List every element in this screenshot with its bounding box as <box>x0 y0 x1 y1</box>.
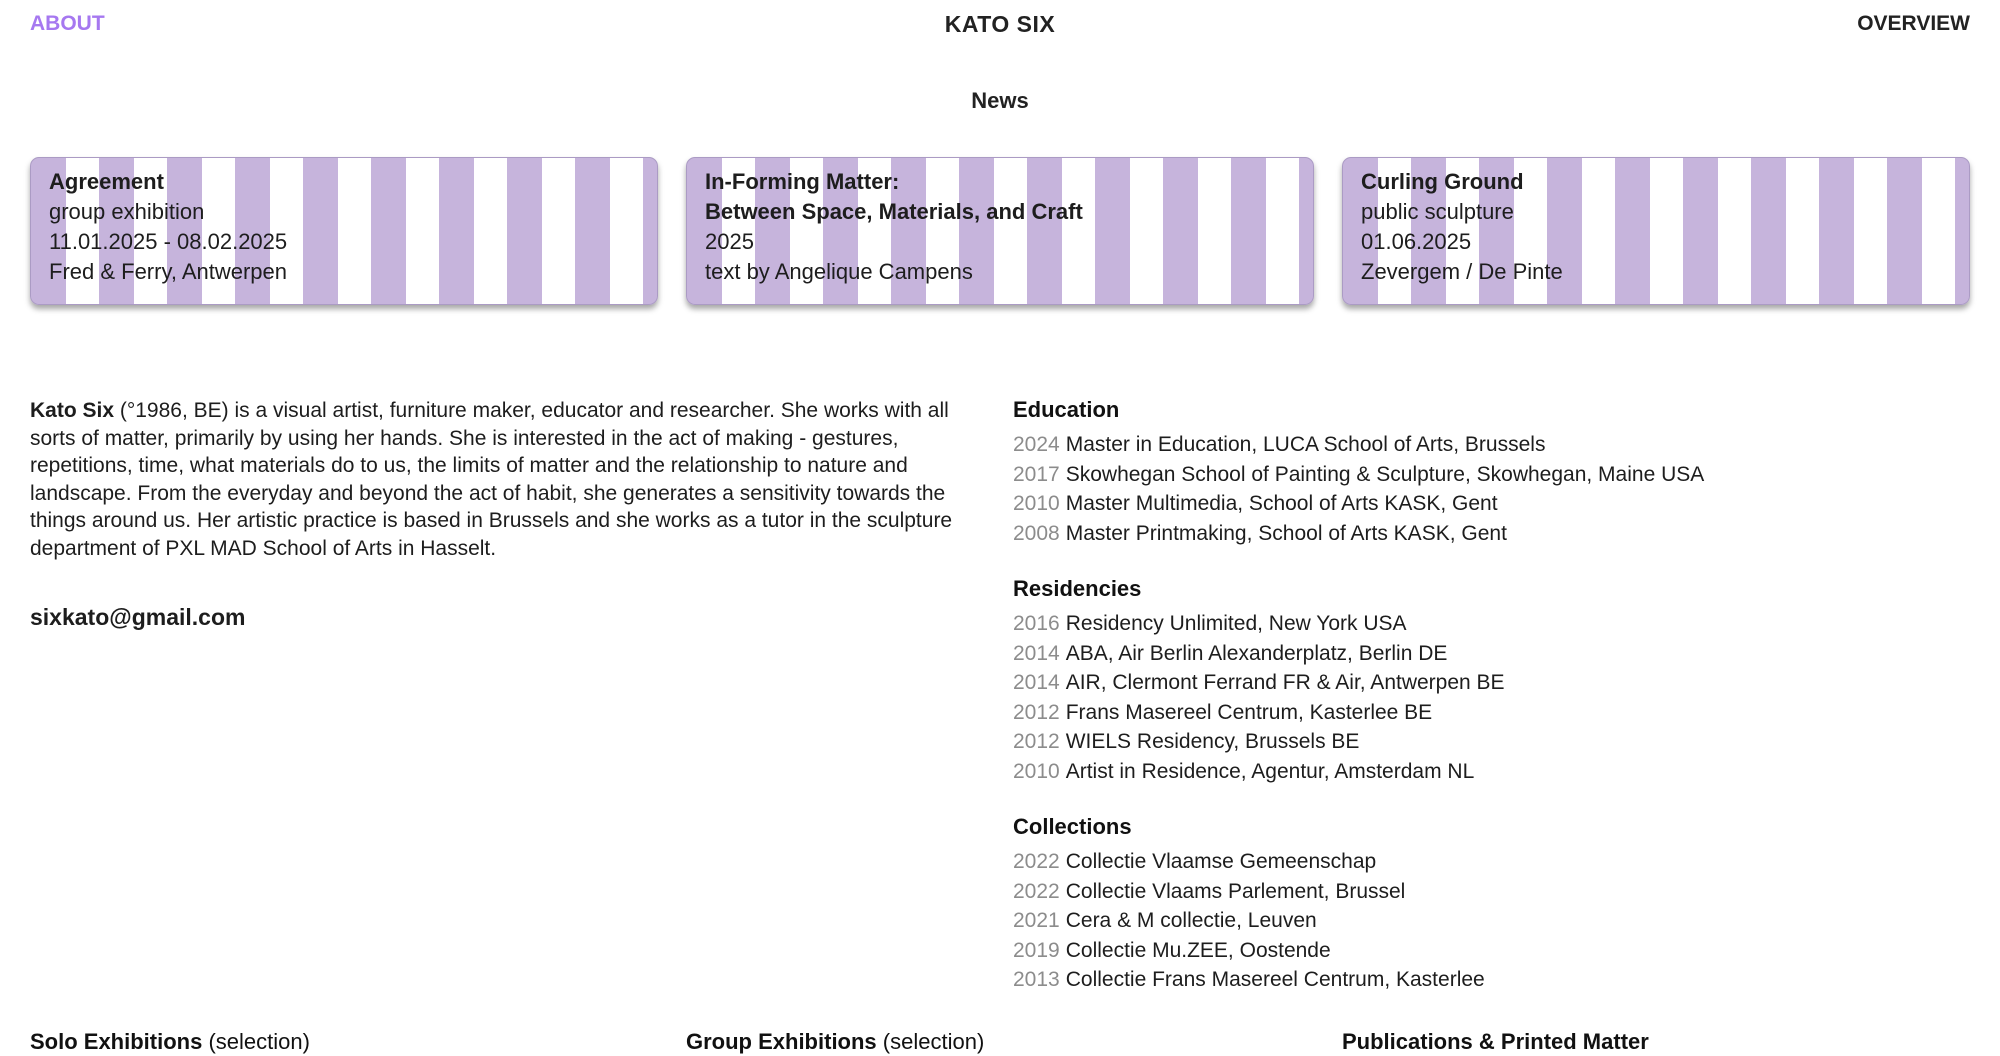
cv-entry-text: Artist in Residence, Agentur, Amsterdam NL <box>1065 759 1475 783</box>
footer-heading-bold: Group Exhibitions <box>686 1029 877 1054</box>
nav-overview-link[interactable]: OVERVIEW <box>1857 12 1970 35</box>
news-card-title: Curling Ground <box>1361 169 1524 194</box>
cv-entry-text: Collectie Vlaamse Gemeenschap <box>1065 850 1377 873</box>
cv-entry-year: 2010 <box>1013 492 1060 515</box>
footer-heading-bold: Solo Exhibitions <box>30 1029 203 1054</box>
top-nav <box>0 0 2000 42</box>
cv-entry <box>1013 460 1970 490</box>
main-columns <box>30 397 1970 1023</box>
cv-entry-year: 2012 <box>1013 730 1060 753</box>
cv-section-heading: Education <box>1013 397 1120 422</box>
footer-heading-publications <box>1342 1029 1970 1055</box>
news-card-title: Agreement <box>49 169 164 194</box>
news-card-dates: 2025 <box>705 229 754 254</box>
footer-heading-solo-exhibitions <box>30 1029 658 1055</box>
cv-entry-text: Collectie Vlaams Parlement, Brussel <box>1065 879 1406 903</box>
bio-artist-name: Kato Six <box>30 399 115 422</box>
news-card-credit: text by Angelique Campens <box>705 259 973 284</box>
news-card-curling-ground[interactable] <box>1342 157 1970 305</box>
news-card-dates: 01.06.2025 <box>1361 229 1472 254</box>
cv-section-heading: Collections <box>1013 814 1132 839</box>
cv-entry-text: Collectie Frans Masereel Centrum, Kasterlee <box>1065 968 1485 991</box>
cv-entry-text: Master Printmaking, School of Arts KASK, Gent <box>1065 521 1507 545</box>
news-cards-row <box>30 157 1970 305</box>
cv-entry <box>1013 727 1970 757</box>
footer-heading-group-exhibitions <box>686 1029 1314 1055</box>
news-card-dates: 11.01.2025 - 08.02.2025 <box>49 229 288 254</box>
cv-section-residencies <box>1013 576 1970 786</box>
cv-entry <box>1013 936 1970 966</box>
bio-column <box>30 397 987 1023</box>
cv-entry-year: 2024 <box>1013 433 1060 456</box>
cv-entry <box>1013 519 1970 549</box>
cv-entry <box>1013 430 1970 460</box>
cv-entry-year: 2012 <box>1013 700 1060 724</box>
cv-entry <box>1013 965 1970 995</box>
footer-heading-bold: Publications & Printed Matter <box>1342 1029 1649 1054</box>
cv-entry-text: ABA, Air Berlin Alexanderplatz, Berlin DE <box>1065 641 1448 665</box>
cv-entry-year: 2019 <box>1013 938 1060 962</box>
cv-entry-text: Collectie Mu.ZEE, Oostende <box>1065 938 1331 962</box>
cv-column <box>1013 397 1970 1023</box>
news-card-location: Zevergem / De Pinte <box>1361 259 1563 284</box>
footer-heading-normal: (selection) <box>876 1029 985 1054</box>
cv-section-heading: Residencies <box>1013 576 1142 601</box>
footer-headings-row <box>30 1029 1970 1055</box>
news-card-subtitle: group exhibition <box>49 199 205 224</box>
news-card-subtitle: public sculpture <box>1361 199 1514 224</box>
news-heading: News <box>971 88 1029 113</box>
cv-entry <box>1013 639 1970 669</box>
cv-entry-year: 2022 <box>1013 850 1060 873</box>
cv-entry <box>1013 489 1970 519</box>
news-card-informing-matter[interactable] <box>686 157 1314 305</box>
email-link[interactable]: sixkato@gmail.com <box>30 604 246 630</box>
cv-entry <box>1013 668 1970 698</box>
news-card-agreement[interactable] <box>30 157 658 305</box>
bio-paragraph <box>30 397 987 562</box>
cv-entry-text: Skowhegan School of Painting & Sculpture, Skowhegan, Maine USA <box>1065 462 1705 486</box>
news-card-title-line2: Between Space, Materials, and Craft <box>705 199 1083 224</box>
cv-entry-year: 2022 <box>1013 879 1060 903</box>
bio-body-text: (°1986, BE) is a visual artist, furniture maker, educator and researcher. She works with all sorts of matter, primarily by using her hands. She is interested in the act of making - gestures, repetitions, time, what materials do to us, the limits of matter and the relationship to nature and landscape. From the everyday and beyond the act of habit, she generates a sensitivity towards the things around us. Her artistic practice is based in Brussels and she works as a tutor in the sculpture department of PXL MAD School of Arts in Hasselt. <box>30 399 953 560</box>
cv-entry <box>1013 698 1970 728</box>
cv-entry <box>1013 877 1970 907</box>
site-title[interactable]: KATO SIX <box>944 11 1056 37</box>
cv-entry-text: Residency Unlimited, New York USA <box>1065 612 1407 635</box>
cv-entry-year: 2014 <box>1013 671 1060 694</box>
cv-entry-year: 2014 <box>1013 641 1060 665</box>
cv-entry-year: 2017 <box>1013 462 1060 486</box>
cv-entry-text: Frans Masereel Centrum, Kasterlee BE <box>1065 700 1433 724</box>
cv-entry-text: Master in Education, LUCA School of Arts, Brussels <box>1065 433 1546 456</box>
cv-entry-year: 2013 <box>1013 968 1060 991</box>
cv-entry-year: 2021 <box>1013 909 1060 932</box>
news-card-location: Fred & Ferry, Antwerpen <box>49 259 288 284</box>
cv-entry-year: 2008 <box>1013 521 1060 545</box>
cv-entry <box>1013 757 1970 787</box>
cv-entry-text: WIELS Residency, Brussels BE <box>1065 730 1360 753</box>
cv-entry-text: Cera & M collectie, Leuven <box>1065 909 1317 932</box>
news-card-title: In-Forming Matter: <box>705 169 900 194</box>
cv-entry <box>1013 847 1970 877</box>
cv-entry-year: 2016 <box>1013 612 1060 635</box>
nav-about-link[interactable]: ABOUT <box>30 12 105 35</box>
cv-entry <box>1013 609 1970 639</box>
cv-section-collections <box>1013 814 1970 995</box>
cv-entry-text: Master Multimedia, School of Arts KASK, Gent <box>1065 492 1498 515</box>
cv-entry <box>1013 906 1970 936</box>
cv-section-education <box>1013 397 1970 548</box>
cv-entry-year: 2010 <box>1013 759 1060 783</box>
footer-heading-normal: (selection) <box>202 1029 310 1054</box>
cv-entry-text: AIR, Clermont Ferrand FR & Air, Antwerpen BE <box>1065 671 1505 694</box>
